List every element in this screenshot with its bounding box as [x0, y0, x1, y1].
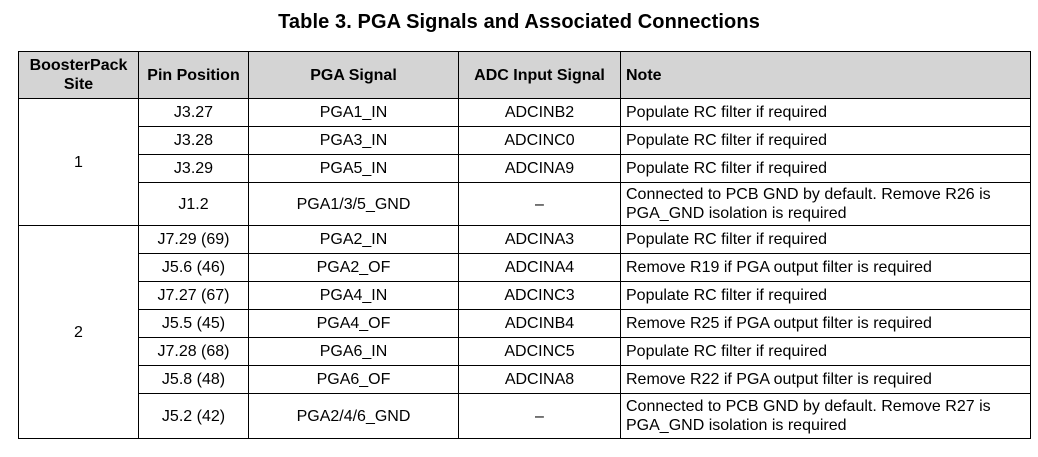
note-cell: Populate RC filter if required — [621, 127, 1031, 155]
adc-input-signal-cell: ADCINA4 — [459, 254, 621, 282]
note-cell: Connected to PCB GND by default. Remove R26 is PGA_GND isolation is required — [621, 183, 1031, 226]
note-cell: Populate RC filter if required — [621, 282, 1031, 310]
adc-input-signal-cell: ADCINA8 — [459, 366, 621, 394]
note-cell: Populate RC filter if required — [621, 155, 1031, 183]
adc-input-signal-cell: – — [459, 394, 621, 439]
adc-input-signal-cell: ADCINA3 — [459, 226, 621, 254]
table-row — [19, 226, 1031, 254]
table-row — [19, 394, 1031, 439]
pga-signals-table — [18, 51, 1031, 439]
table-row — [19, 155, 1031, 183]
pga-signal-cell: PGA5_IN — [249, 155, 459, 183]
header-row — [19, 52, 1031, 99]
pga-signal-cell: PGA1/3/5_GND — [249, 183, 459, 226]
header-adc-input-signal: ADC Input Signal — [459, 52, 621, 99]
pin-position-cell: J5.5 (45) — [139, 310, 249, 338]
boosterpack-site-cell: 2 — [19, 226, 139, 439]
header-note: Note — [621, 52, 1031, 99]
table-row — [19, 310, 1031, 338]
table-row — [19, 338, 1031, 366]
header-pga-signal: PGA Signal — [249, 52, 459, 99]
pin-position-cell: J5.6 (46) — [139, 254, 249, 282]
note-cell: Remove R25 if PGA output filter is required — [621, 310, 1031, 338]
pin-position-cell: J5.2 (42) — [139, 394, 249, 439]
note-cell: Connected to PCB GND by default. Remove R27 is PGA_GND isolation is required — [621, 394, 1031, 439]
adc-input-signal-cell: ADCINA9 — [459, 155, 621, 183]
pga-signal-cell: PGA4_OF — [249, 310, 459, 338]
adc-input-signal-cell: ADCINC3 — [459, 282, 621, 310]
pga-signal-cell: PGA2_OF — [249, 254, 459, 282]
header-boosterpack-site: BoosterPack Site — [19, 52, 139, 99]
table-row — [19, 282, 1031, 310]
table-row — [19, 99, 1031, 127]
pga-signal-cell: PGA4_IN — [249, 282, 459, 310]
adc-input-signal-cell: ADCINC5 — [459, 338, 621, 366]
pin-position-cell: J3.28 — [139, 127, 249, 155]
pga-signal-cell: PGA2/4/6_GND — [249, 394, 459, 439]
adc-input-signal-cell: – — [459, 183, 621, 226]
boosterpack-site-cell: 1 — [19, 99, 139, 226]
table-row — [19, 254, 1031, 282]
adc-input-signal-cell: ADCINC0 — [459, 127, 621, 155]
pga-signal-cell: PGA2_IN — [249, 226, 459, 254]
pin-position-cell: J5.8 (48) — [139, 366, 249, 394]
pin-position-cell: J3.29 — [139, 155, 249, 183]
pin-position-cell: J1.2 — [139, 183, 249, 226]
header-pin-position: Pin Position — [139, 52, 249, 99]
note-cell: Populate RC filter if required — [621, 99, 1031, 127]
pga-signal-cell: PGA6_IN — [249, 338, 459, 366]
pin-position-cell: J3.27 — [139, 99, 249, 127]
table-row — [19, 127, 1031, 155]
table-row — [19, 366, 1031, 394]
table-caption: Table 3. PGA Signals and Associated Connections — [278, 11, 760, 33]
pga-signal-cell: PGA1_IN — [249, 99, 459, 127]
note-cell: Remove R19 if PGA output filter is required — [621, 254, 1031, 282]
pin-position-cell: J7.28 (68) — [139, 338, 249, 366]
note-cell: Populate RC filter if required — [621, 226, 1031, 254]
pga-signal-cell: PGA3_IN — [249, 127, 459, 155]
note-cell: Remove R22 if PGA output filter is required — [621, 366, 1031, 394]
table-row — [19, 183, 1031, 226]
adc-input-signal-cell: ADCINB2 — [459, 99, 621, 127]
pin-position-cell: J7.29 (69) — [139, 226, 249, 254]
note-cell: Populate RC filter if required — [621, 338, 1031, 366]
pga-signal-cell: PGA6_OF — [249, 366, 459, 394]
pin-position-cell: J7.27 (67) — [139, 282, 249, 310]
adc-input-signal-cell: ADCINB4 — [459, 310, 621, 338]
